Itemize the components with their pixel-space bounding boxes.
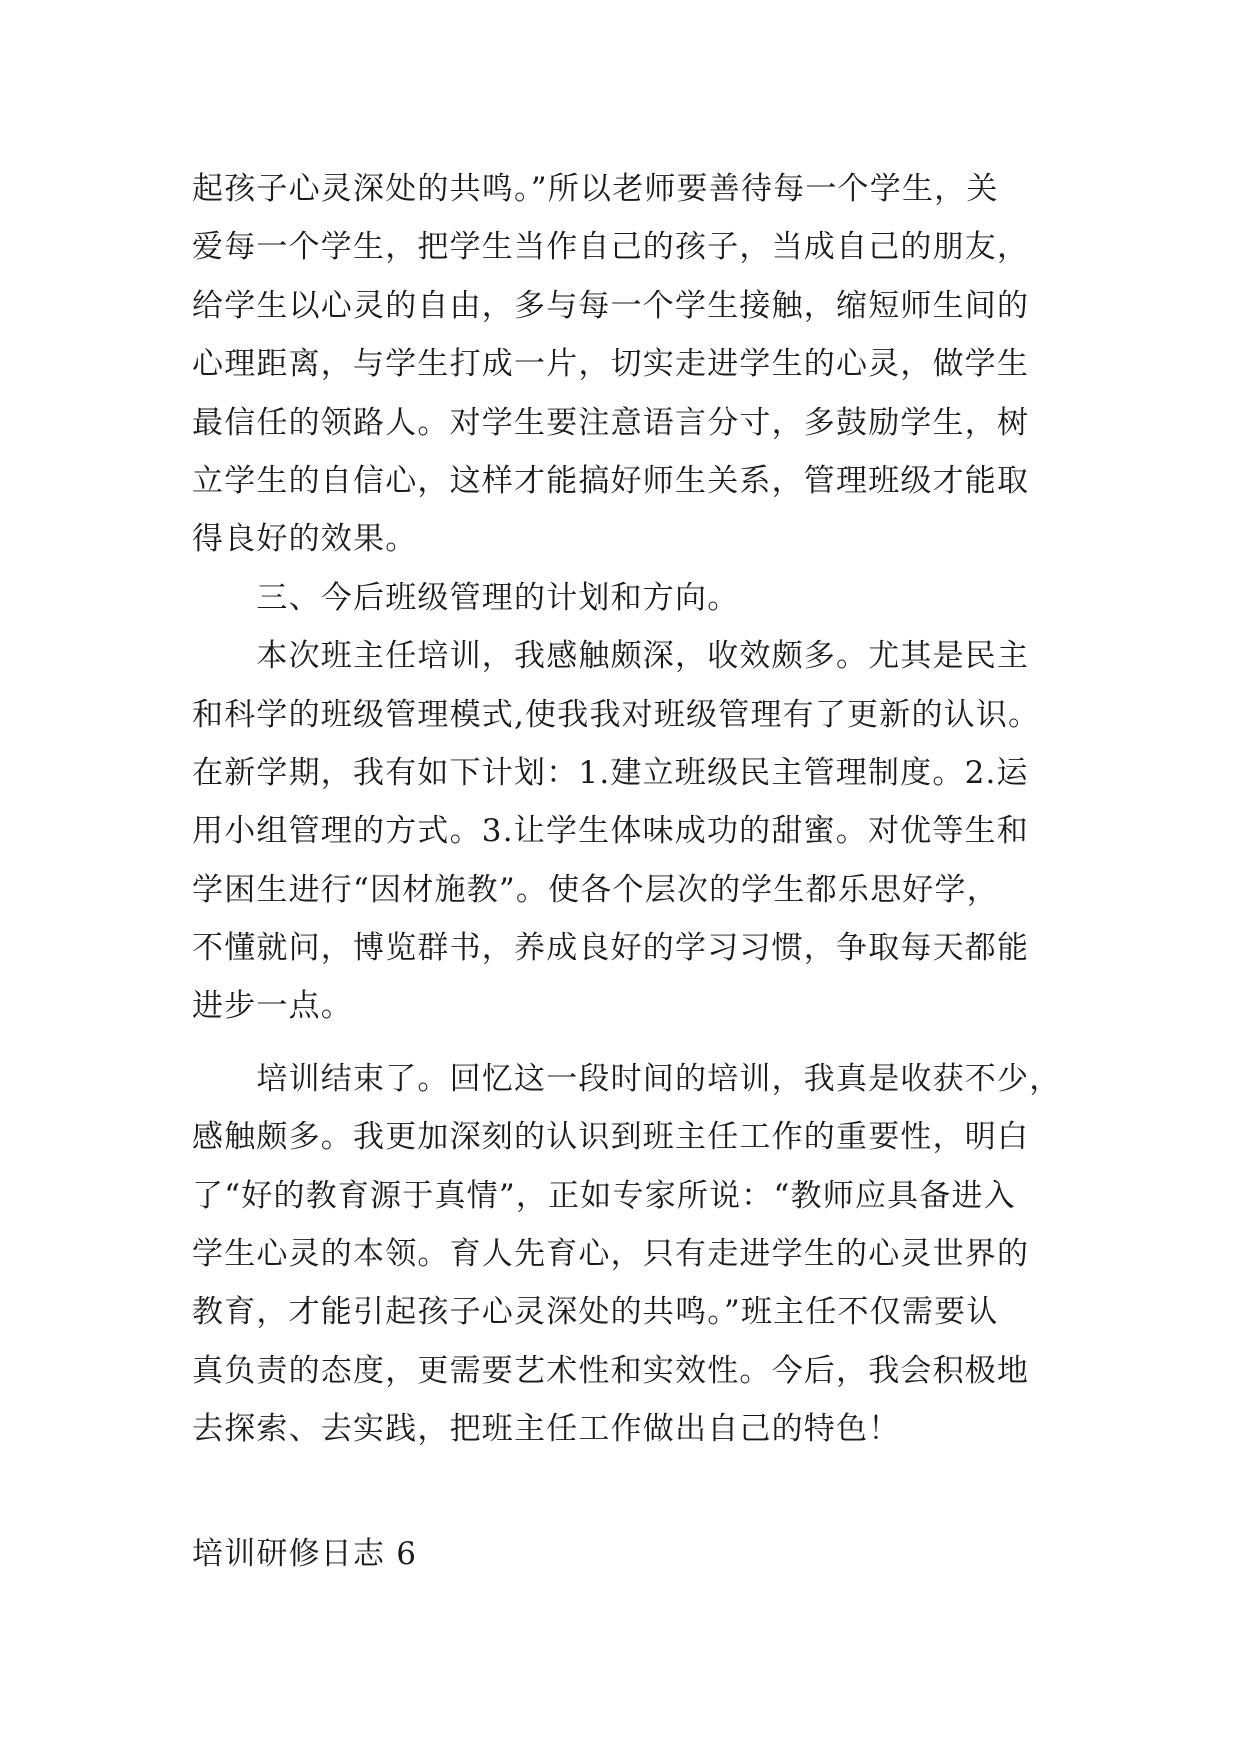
text-line: 教育，才能引起孩子心灵深处的共鸣。”班主任不仅需要认 xyxy=(192,1294,999,1331)
text-line: 心理距离，与学生打成一片，切实走进学生的心灵，做学生 xyxy=(192,346,1030,383)
text-line: 去探索、去实践，把班主任工作做出自己的特色！ xyxy=(192,1411,901,1448)
section-subheading: 三、今后班级管理的计划和方向。 xyxy=(192,579,740,616)
text-line: 学困生进行“因材施教”。使各个层次的学生都乐思好学， xyxy=(192,871,999,908)
section-heading: 培训研修日志 6 xyxy=(192,1535,418,1572)
text-line: 立学生的自信心，这样才能搞好师生关系，管理班级才能取 xyxy=(192,462,1030,499)
text-line: 得良好的效果。 xyxy=(192,521,418,558)
paragraph-p3 xyxy=(192,627,1062,1036)
text-line: 爱每一个学生，把学生当作自己的孩子，当成自己的朋友， xyxy=(192,229,1030,266)
text-line: 培训结束了。回忆这一段时间的培训，我真是收获不少， xyxy=(192,1060,1062,1097)
text-line: 和科学的班级管理模式,使我我对班级管理有了更新的认识。 xyxy=(192,696,1041,733)
text-line: 用小组管理的方式。3.让学生体味成功的甜蜜。对优等生和 xyxy=(192,813,1029,850)
text-line: 起孩子心灵深处的共鸣。”所以老师要善待每一个学生，关 xyxy=(192,171,999,207)
text-line: 在新学期，我有如下计划：1.建立班级民主管理制度。2.运 xyxy=(192,754,1029,791)
text-line: 了“好的教育源于真情”，正如专家所说：“教师应具备进入 xyxy=(192,1177,1016,1214)
text-line: 进步一点。 xyxy=(192,988,353,1025)
paragraph-p4 xyxy=(192,1050,1062,1459)
text-line: 学生心灵的本领。育人先育心，只有走进学生的心灵世界的 xyxy=(192,1236,1030,1273)
section-spacer xyxy=(192,1459,1062,1525)
document-body xyxy=(192,160,1062,1583)
paragraph-spacer xyxy=(192,1036,1062,1050)
paragraph-p2 xyxy=(192,569,1062,627)
text-line: 本次班主任培训，我感触颇深，收效颇多。尤其是民主 xyxy=(192,638,1030,675)
text-line: 最信任的领路人。对学生要注意语言分寸，多鼓励学生，树 xyxy=(192,404,1030,441)
text-line: 真负责的态度，更需要艺术性和实效性。今后，我会积极地 xyxy=(192,1352,1030,1389)
text-line: 不懂就问，博览群书，养成良好的学习习惯，争取每天都能 xyxy=(192,930,1030,967)
text-line: 感触颇多。我更加深刻的认识到班主任工作的重要性，明白 xyxy=(192,1119,1030,1156)
text-line: 给学生以心灵的自由，多与每一个学生接触，缩短师生间的 xyxy=(192,287,1030,324)
paragraph-p1 xyxy=(192,160,1062,569)
